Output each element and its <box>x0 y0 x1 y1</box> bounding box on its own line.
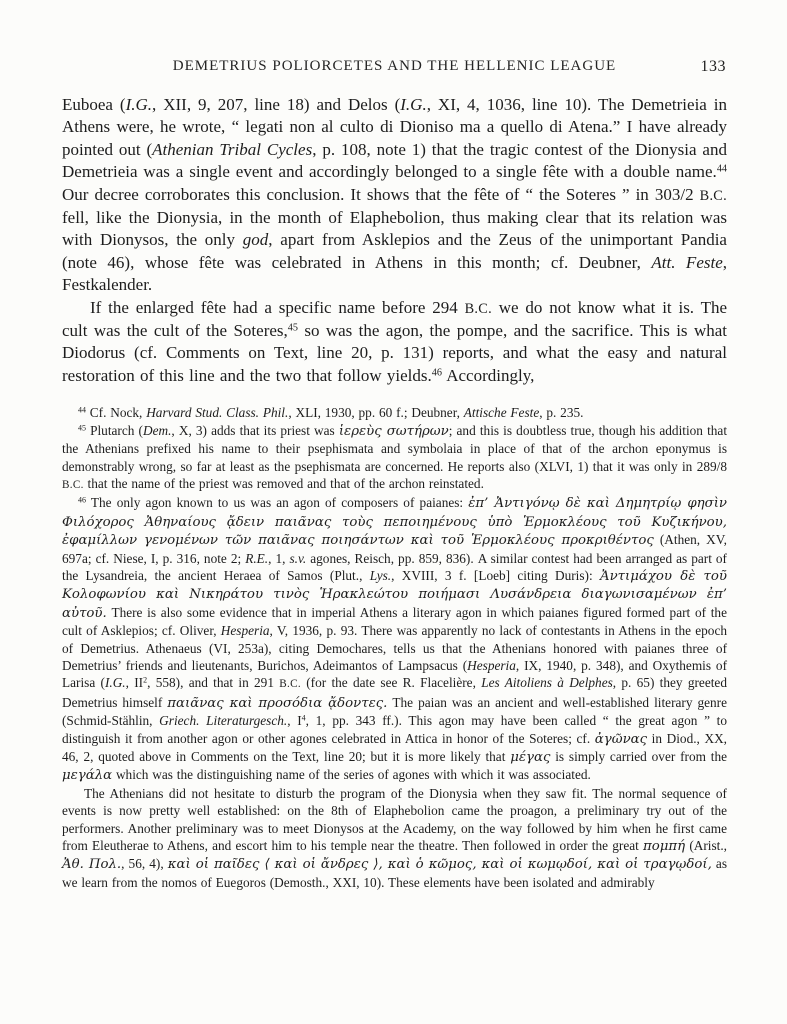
page-content <box>62 58 727 891</box>
running-header <box>62 58 727 78</box>
footnote-45: $^{45}$ Plutarch (Dem., X, 3) adds that its priest was ἱερεὺς σωτήρων; and this is doubtless true, though his addition that the Athenians prefixed his name to their psephismata and symbolaia in place of that of the archon eponymus is demonstrably wrong, so far at least as the psephismata are concerned. He reports also (XLVI, 1) that it was only in 289/8 B.C. that the name of the priest was removed and that of the archon reinstated. <box>62 422 728 491</box>
page-number: 133 <box>700 58 726 75</box>
body-paragraph-1: Euboea (I.G., XII, 9, 207, line 18) and Delos (I.G., XI, 4, 1036, line 10). The Demetrieia in Athens were, he wrote, “ legati non al culto di Dioniso ma a quello di Atena.” I have already pointed out (Athenian Tribal Cycles, p. 108, note 1) that the tragic contest of the Dionysia and Demetrieia was a single event and accordingly belonged to a single fête with a double name.$^{44}$ Our decree corroborates this conclusion. It shows that the fête of “ the Soteres ” in 303/2 B.C. fell, like the Dionysia, in the month of Elaphebolion, thus making clear that its relation was with Dionysos, the only god, apart from Asklepios and the Zeus of the unimportant Pandia (note 46), whose fête was celebrated in Athens in this month; cf. Deubner, Att. Feste, Festkalender. <box>62 95 728 295</box>
footnotes-section <box>62 404 727 891</box>
body-paragraph-2: If the enlarged fête had a specific name before 294 B.C. we do not know what it is. The cult was the cult of the Soteres,$^{45}$ so was the agon, the pompe, and the sacrifice. This is what Diodorus (cf. Comments on Text, line 20, p. 131) reports, and what the easy and natural restoration of this line and the two that follow yields.$^{46}$ Accordingly, <box>62 297 727 385</box>
footnote-44: $^{44}$ Cf. Nock, Harvard Stud. Class. Phil., XLI, 1930, pp. 60 f.; Deubner, Attische Feste, p. 235. <box>78 405 584 421</box>
footnote-46-continued: The Athenians did not hesitate to disturb the program of the Dionysia when they saw fit. The normal sequence of events is now pretty well established: on the 8th of Elaphebolion came the proagon, a preliminary try out of the performers. Another preliminary was to meet Dionysos at the Academy, on the way followed by him when he first came from Eleutherae to Athens, and escort him to his temple near the theatre. Then followed in order the great πομπή (Arist., Ἀθ. Πολ., 56, 4), καὶ οἱ παῖδες ⟨ καὶ οἱ ἄνδρες ⟩, καὶ ὁ κῶμος, καὶ οἱ κωμῳδοί, καὶ οἱ τραγῳδοί, as we learn from the nomos of Euegoros (Demosth., XXI, 10). These elements have been isolated and admirably <box>62 785 727 890</box>
running-header-title: DEMETRIUS POLIORCETES AND THE HELLENIC LEAGUE <box>172 58 617 74</box>
footnote-46: $^{46}$ The only agon known to us was an agon of composers of paianes: ἐπ’ Ἀντιγόνῳ δὲ καὶ Δημητρίῳ φησὶν Φιλόχορος Ἀθηναίους ᾄδειν παιᾶνας τοὺς πεποιημένους ὑπὸ Ἑρμοκλέους τοῦ Κυζικήνου, ἐφαμίλλων γενομένων τῶν παιᾶνας ποιησάντων καὶ τοῦ Ἑρμοκλέους προκριθέντος (Athen, XV, 697a; cf. Niese, I, p. 316, note 2; R.E., 1, s.v. agones, Reisch, pp. 859, 836). A similar contest had been arranged as part of the Lysandreia, the ancient Heraea of Samos (Plut., Lys., XVIII, 3 f. [Loeb] citing Duris): Ἀντιμάχου δὲ τοῦ Κολοφωνίου καὶ Νικηράτου τινὸς Ἡρακλεώτου ποιήμασι Λυσάνδρεια διαγωνισαμένων ἐπ’ αὐτοῦ. There is also some evidence that in imperial Athens a literary agon in which paianes figured formed part of the cult of Asklepios; cf. Oliver, Hesperia, V, 1936, p. 93. There was apparently no lack of contestants in Athens in the epoch of Demetrius. Athenaeus (VI, 253a), citing Demochares, tells us that the Athenians honored with paianes three of Demetrius’ friends and lieutenants, Burichos, Adeimantos of Lampsacus (Hesperia, IX, 1940, p. 348), and Oxythemis of Larisa (I.G., $II^2$, 558), and that in 291 B.C. (for the date see R. Flacelière, Les Aitoliens à Delphes, p. 65) they greeted Demetrius himself παιᾶνας καὶ προσόδια ᾄδοντες. The paian was an ancient and well-established literary genre (Schmid-Stählin, Griech. Literaturgesch., $I^4$, 1, pp. 343 ff.). This agon may have been called “ the great agon ” to distinguish it from another agon or other agones celebrated in Attica in honor of the Soteres; cf. ἀγῶνας in Diod., XX, 46, 2, quoted above in Comments on the Text, line 20; but it is more likely that μέγας is simply carried over from the μεγάλα which was the distinguishing name of the series of agones with which it was associated. <box>62 495 728 784</box>
body-text <box>62 94 727 387</box>
